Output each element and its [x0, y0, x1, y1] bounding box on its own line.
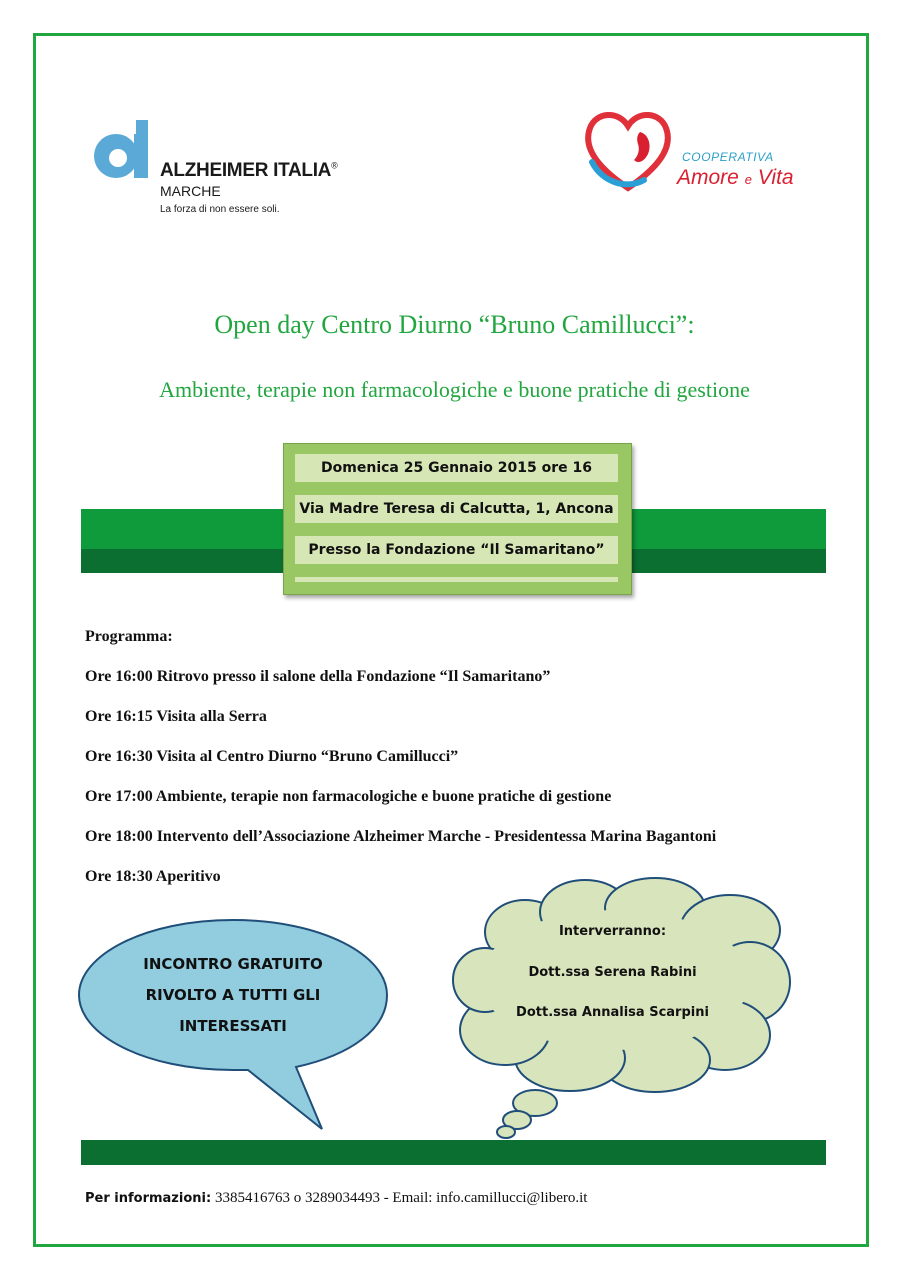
contact-info	[85, 1190, 587, 1207]
callout-line-3: INTERESSATI	[179, 1017, 287, 1035]
alzheimer-logo-icon	[92, 118, 156, 182]
event-address: Via Madre Teresa di Calcutta, 1, Ancona	[295, 495, 618, 523]
free-event-speech-bubble	[76, 917, 390, 1132]
logo-left-tagline: La forza di non essere soli.	[160, 204, 280, 215]
decorative-band-bottom	[81, 1140, 826, 1165]
logo-right-name: Amore e Vita	[677, 166, 794, 189]
callout-text	[76, 949, 390, 1042]
logo-right-cooperativa: COOPERATIVA	[682, 150, 774, 164]
speakers-heading: Interverranno:	[558, 924, 667, 939]
page-title: Open day Centro Diurno “Bruno Camillucci”:	[214, 310, 695, 339]
programme-heading: Programma:	[85, 628, 173, 645]
event-venue: Presso la Fondazione “Il Samaritano”	[295, 536, 618, 564]
alzheimer-italia-logo	[92, 118, 352, 228]
speaker-name: Dott.ssa Annalisa Scarpini	[516, 1005, 709, 1020]
programme-item: Ore 16:30 Visita al Centro Diurno “Bruno Camillucci”	[85, 748, 459, 765]
speakers-thought-cloud	[430, 870, 795, 1140]
event-info-box	[283, 443, 632, 595]
cooperativa-amore-e-vita-logo	[582, 104, 822, 196]
programme-item: Ore 16:00 Ritrovo presso il salone della Fondazione “Il Samaritano”	[85, 668, 551, 685]
contact-label: Per informazioni:	[85, 1191, 212, 1206]
event-empty-row	[295, 577, 618, 582]
logo-left-region: MARCHE	[160, 183, 221, 199]
programme-item: Ore 17:00 Ambiente, terapie non farmacologiche e buone pratiche di gestione	[85, 788, 612, 805]
logo-left-name: ALZHEIMER ITALIA®	[160, 160, 338, 181]
page-subtitle: Ambiente, terapie non farmacologiche e buone pratiche di gestione	[159, 377, 750, 402]
programme-item: Ore 18:30 Aperitivo	[85, 868, 221, 885]
event-date: Domenica 25 Gennaio 2015 ore 16	[295, 454, 618, 482]
callout-line-1: INCONTRO GRATUITO	[143, 955, 323, 973]
heart-logo-icon	[582, 104, 674, 196]
callout-line-2: RIVOLTO A TUTTI GLI	[145, 986, 321, 1004]
speaker-name: Dott.ssa Serena Rabini	[528, 965, 697, 980]
programme-item: Ore 18:00 Intervento dell’Associazione Alzheimer Marche - Presidentessa Marina Bagantoni	[85, 828, 717, 845]
programme-item: Ore 16:15 Visita alla Serra	[85, 708, 267, 725]
contact-details: 3385416763 o 3289034493 - Email: info.camillucci@libero.it	[214, 1190, 588, 1206]
